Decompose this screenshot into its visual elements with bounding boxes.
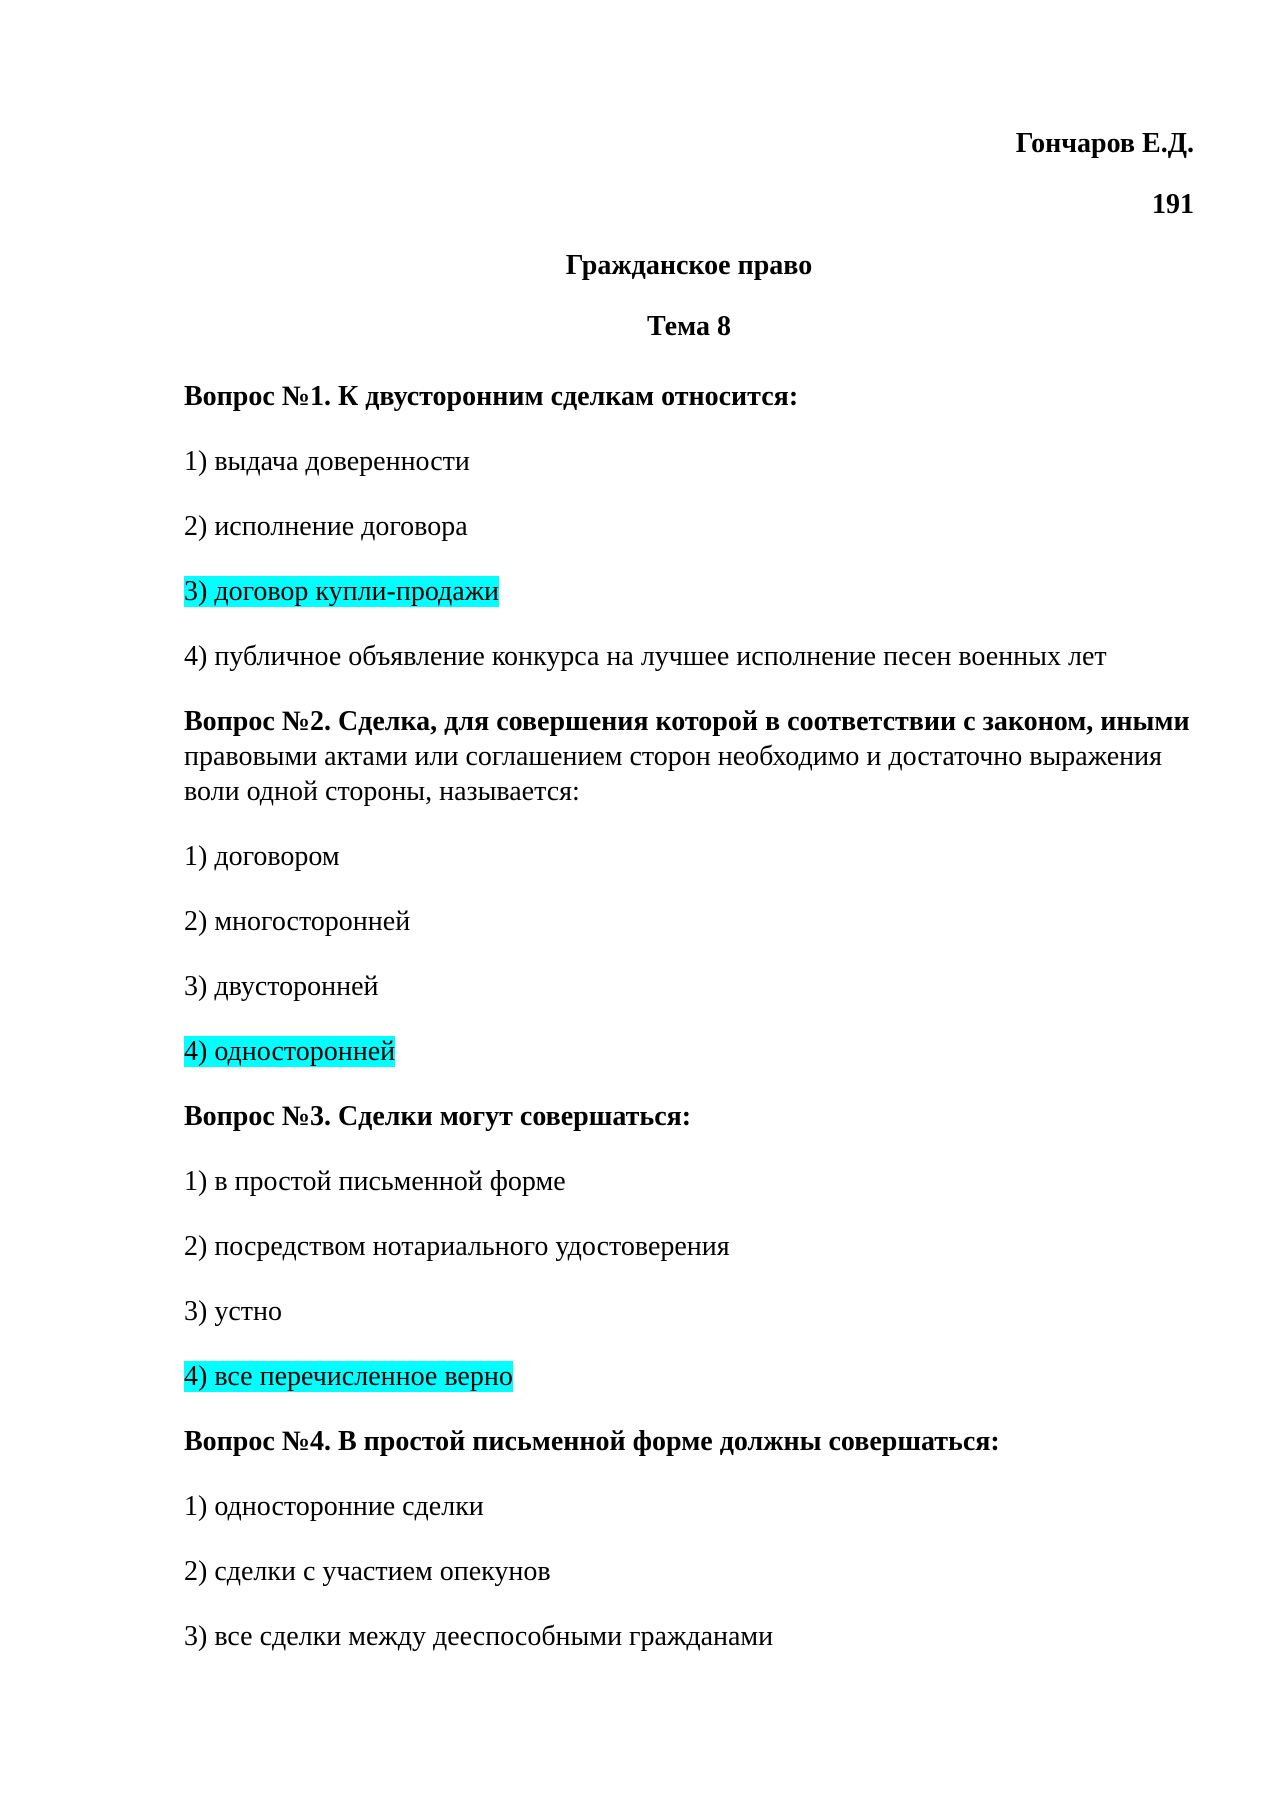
answer-option: 2) сделки с участием опекунов — [184, 1556, 551, 1587]
question-1 — [184, 379, 1194, 674]
question-title: Вопрос №2. Сделка, для совершения которой в соответствии с законом, иными правовыми актами или соглашением сторон необходимо и достаточно выражения воли одной стороны, называется: — [184, 706, 1190, 807]
answer-option-correct: 4) все перечисленное верно — [184, 1361, 513, 1392]
answer-option: 1) договором — [184, 841, 340, 872]
answer-option: 4) публичное объявление конкурса на лучшее исполнение песен военных лет — [184, 641, 1107, 672]
question-3 — [184, 1099, 1194, 1394]
answer-option-correct: 4) односторонней — [184, 1036, 396, 1067]
question-title: Вопрос №1. К двусторонним сделкам относится: — [184, 381, 799, 412]
answer-option: 2) посредством нотариального удостоверения — [184, 1231, 730, 1262]
answer-option: 1) односторонние сделки — [184, 1491, 484, 1522]
question-title: Вопрос №4. В простой письменной форме должны совершаться: — [184, 1426, 1000, 1457]
group-number: 191 — [1152, 189, 1194, 220]
answer-option: 3) все сделки между дееспособными гражданами — [184, 1621, 774, 1652]
subject-title: Гражданское право — [565, 250, 813, 281]
question-4 — [184, 1424, 1194, 1654]
answer-option: 3) устно — [184, 1296, 282, 1327]
answer-option: 2) исполнение договора — [184, 511, 468, 542]
questions-list — [184, 379, 1194, 1684]
answer-option: 1) в простой письменной форме — [184, 1166, 566, 1197]
answer-option-correct: 3) договор купли-продажи — [184, 576, 500, 607]
question-2 — [184, 704, 1194, 1069]
question-title: Вопрос №3. Сделки могут совершаться: — [184, 1101, 692, 1132]
answer-option: 2) многосторонней — [184, 906, 411, 937]
topic-title: Тема 8 — [647, 311, 731, 342]
answer-option: 3) двусторонней — [184, 971, 379, 1002]
author-name: Гончаров Е.Д. — [1015, 128, 1194, 159]
answer-option: 1) выдача доверенности — [184, 446, 470, 477]
